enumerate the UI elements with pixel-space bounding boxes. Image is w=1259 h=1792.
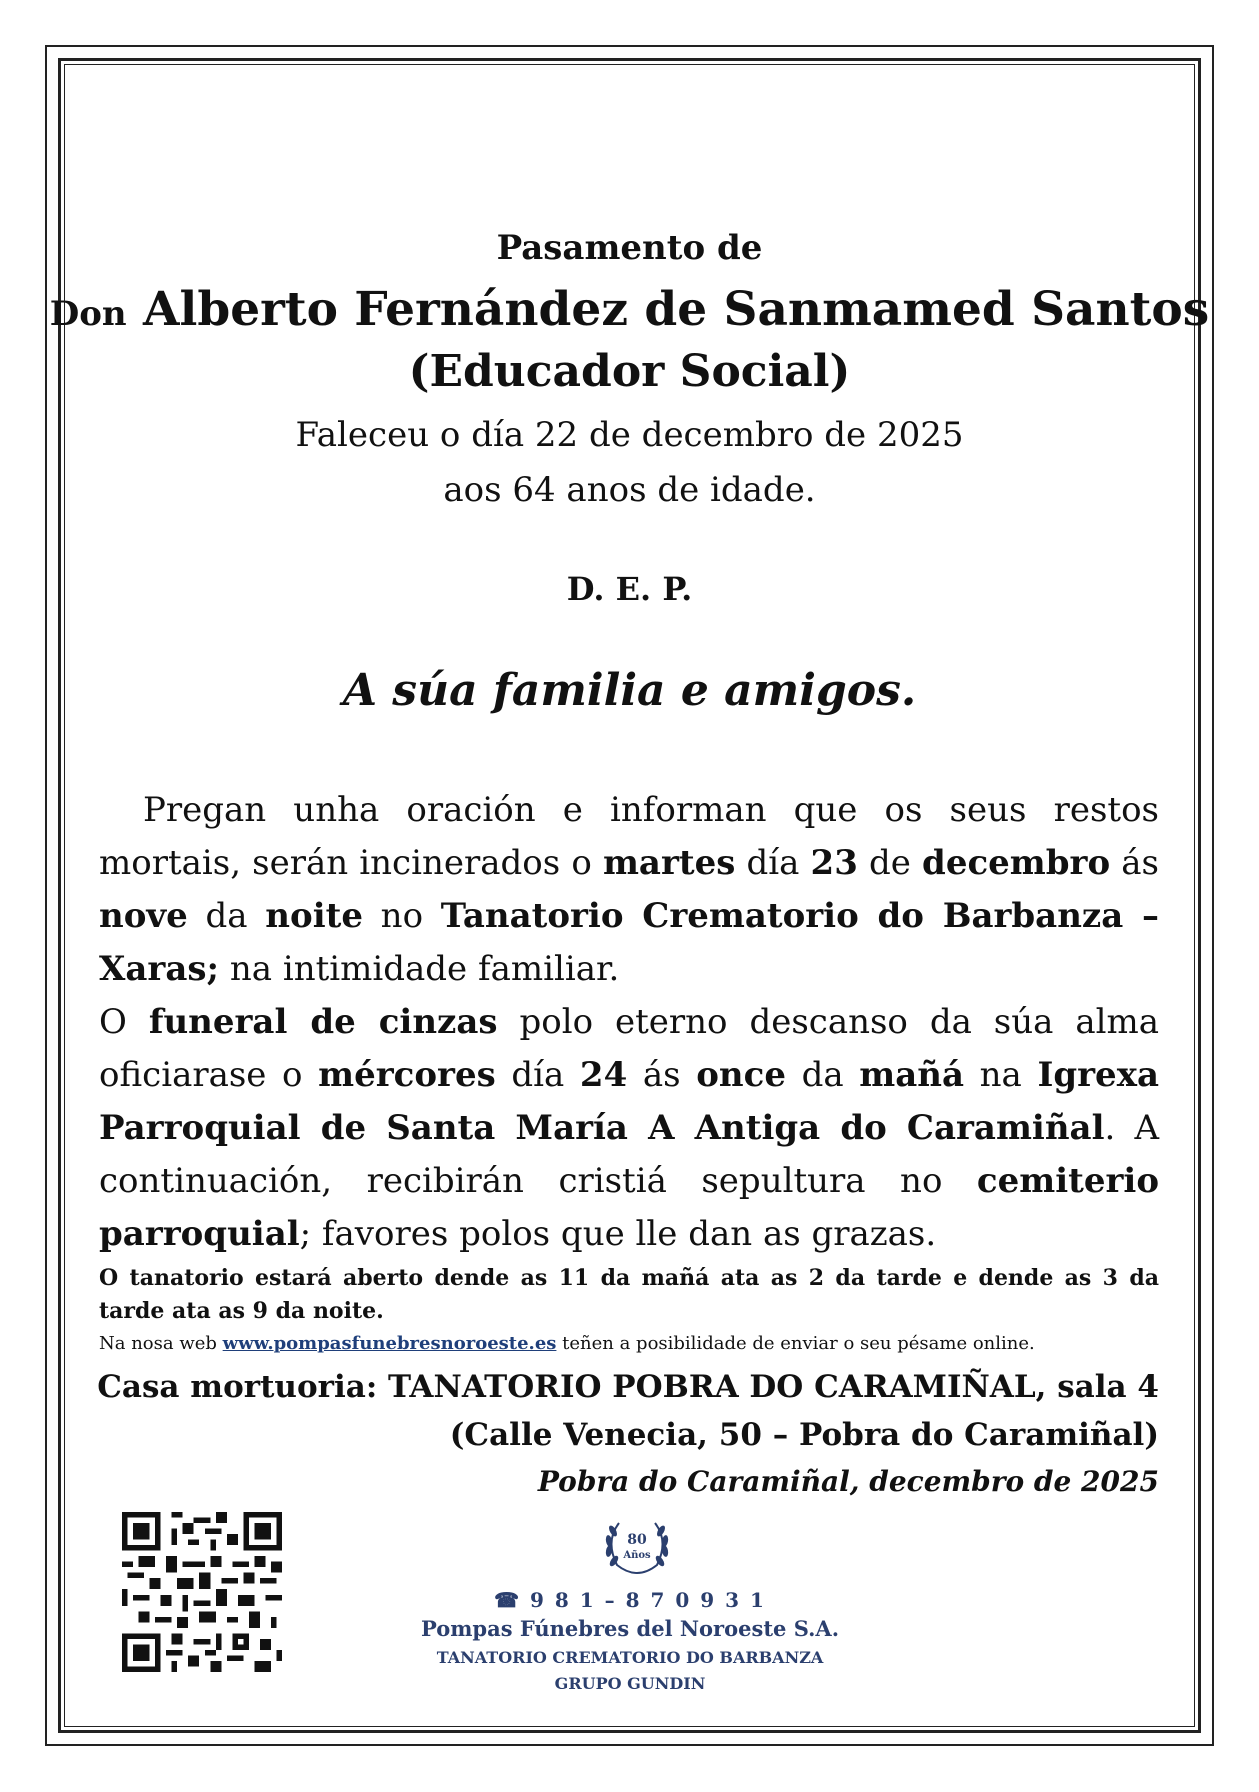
p1-text-7: na intimidade familiar.	[219, 949, 620, 989]
p2-text-4: ás	[627, 1055, 697, 1095]
crematorio-name: TANATORIO CREMATORIO DO BARBANZA	[436, 1648, 824, 1667]
p2-bold-4: once	[696, 1055, 786, 1095]
p2-text-8: ; favores polos que lle dan as grazas.	[299, 1214, 937, 1254]
p1-text-1: Pregan unha oración e informan que os seus restos mortais, serán incinerados o	[99, 790, 1159, 883]
p1-bold-3: decembro	[922, 843, 1111, 883]
group-name: GRUPO GUNDIN	[554, 1674, 706, 1693]
p2-bold-2: mércores	[318, 1055, 496, 1095]
p1-bold-1: martes	[602, 843, 736, 883]
p2-bold-6: Igrexa Parroquial de Santa María A Antiga do Caramiñal	[99, 1055, 1159, 1148]
phone-number: 9 8 1 – 8 7 0 9 3 1	[529, 1588, 766, 1612]
web-text-after: teñen a posibilidade de enviar o seu pésame online.	[556, 1333, 1035, 1354]
p1-text-2: día	[735, 843, 811, 883]
80-years-laurel-logo	[599, 1511, 675, 1581]
website-link[interactable]: www.pompasfunebresnoroeste.es	[222, 1333, 557, 1354]
p2-text-7: . A continuación, recibirán cristiá sepultura no	[99, 1108, 1159, 1201]
deceased-name: Alberto Fernández de Sanmamed Santos	[143, 282, 1210, 337]
web-text-before: Na nosa web	[99, 1333, 223, 1354]
phone-icon: ☎	[494, 1588, 522, 1612]
p1-text-3: de	[857, 843, 923, 883]
p2-text-3: día	[495, 1055, 580, 1095]
p1-bold-2: 23	[810, 843, 858, 883]
funeral-paragraph	[99, 996, 1159, 1261]
logo-number: 80	[627, 1532, 647, 1548]
p1-text-5: da	[187, 896, 266, 936]
age: aos 64 anos de idade.	[443, 470, 816, 510]
p1-text-4: ás	[1110, 843, 1159, 883]
p1-bold-5: noite	[265, 896, 363, 936]
phone-line	[380, 1588, 880, 1612]
place-date: Pobra do Caramiñal, decembro de 2025	[537, 1465, 1159, 1498]
funeral-home: Casa mortuoria: TANATORIO POBRA DO CARAMIÑAL, sala 4	[97, 1369, 1159, 1405]
dep: D. E. P.	[566, 570, 693, 608]
qr-code[interactable]	[122, 1512, 282, 1672]
p1-text-6: no	[362, 896, 441, 936]
profession: (Educador Social)	[408, 346, 851, 397]
deceased-name-line	[0, 282, 1259, 337]
p2-text-1: O	[99, 1002, 149, 1042]
cremation-paragraph	[99, 784, 1159, 996]
logo-word: Años	[623, 1550, 651, 1561]
company-name: Pompas Fúnebres del Noroeste S.A.	[420, 1616, 840, 1641]
p1-bold-4: nove	[99, 896, 188, 936]
p2-bold-5: mañá	[859, 1055, 965, 1095]
notice-title: Pasamento de	[496, 228, 763, 268]
p2-text-2: polo eterno descanso da súa alma oficiarase o	[99, 1002, 1160, 1095]
p2-text-6: na	[964, 1055, 1038, 1095]
honorific: Don	[49, 294, 127, 334]
opening-hours: O tanatorio estará aberto dende as 11 da mañá ata as 2 da tarde e dende as 3 da tarde ata as 9 da noite.	[99, 1265, 1159, 1324]
funeral-home-address: (Calle Venecia, 50 – Pobra do Caramiñal)	[449, 1417, 1159, 1453]
p2-bold-7: cemiterio parroquial	[99, 1161, 1159, 1254]
death-date: Faleceu o día 22 de decembro de 2025	[295, 415, 964, 455]
p1-bold-6: Tanatorio Crematorio do Barbanza – Xaras;	[99, 896, 1160, 989]
p2-bold-3: 24	[579, 1055, 628, 1095]
p2-bold-1: funeral de cinzas	[148, 1002, 498, 1042]
p2-text-5: da	[785, 1055, 860, 1095]
family-line: A súa familia e amigos.	[342, 665, 917, 716]
web-note	[99, 1333, 1159, 1354]
